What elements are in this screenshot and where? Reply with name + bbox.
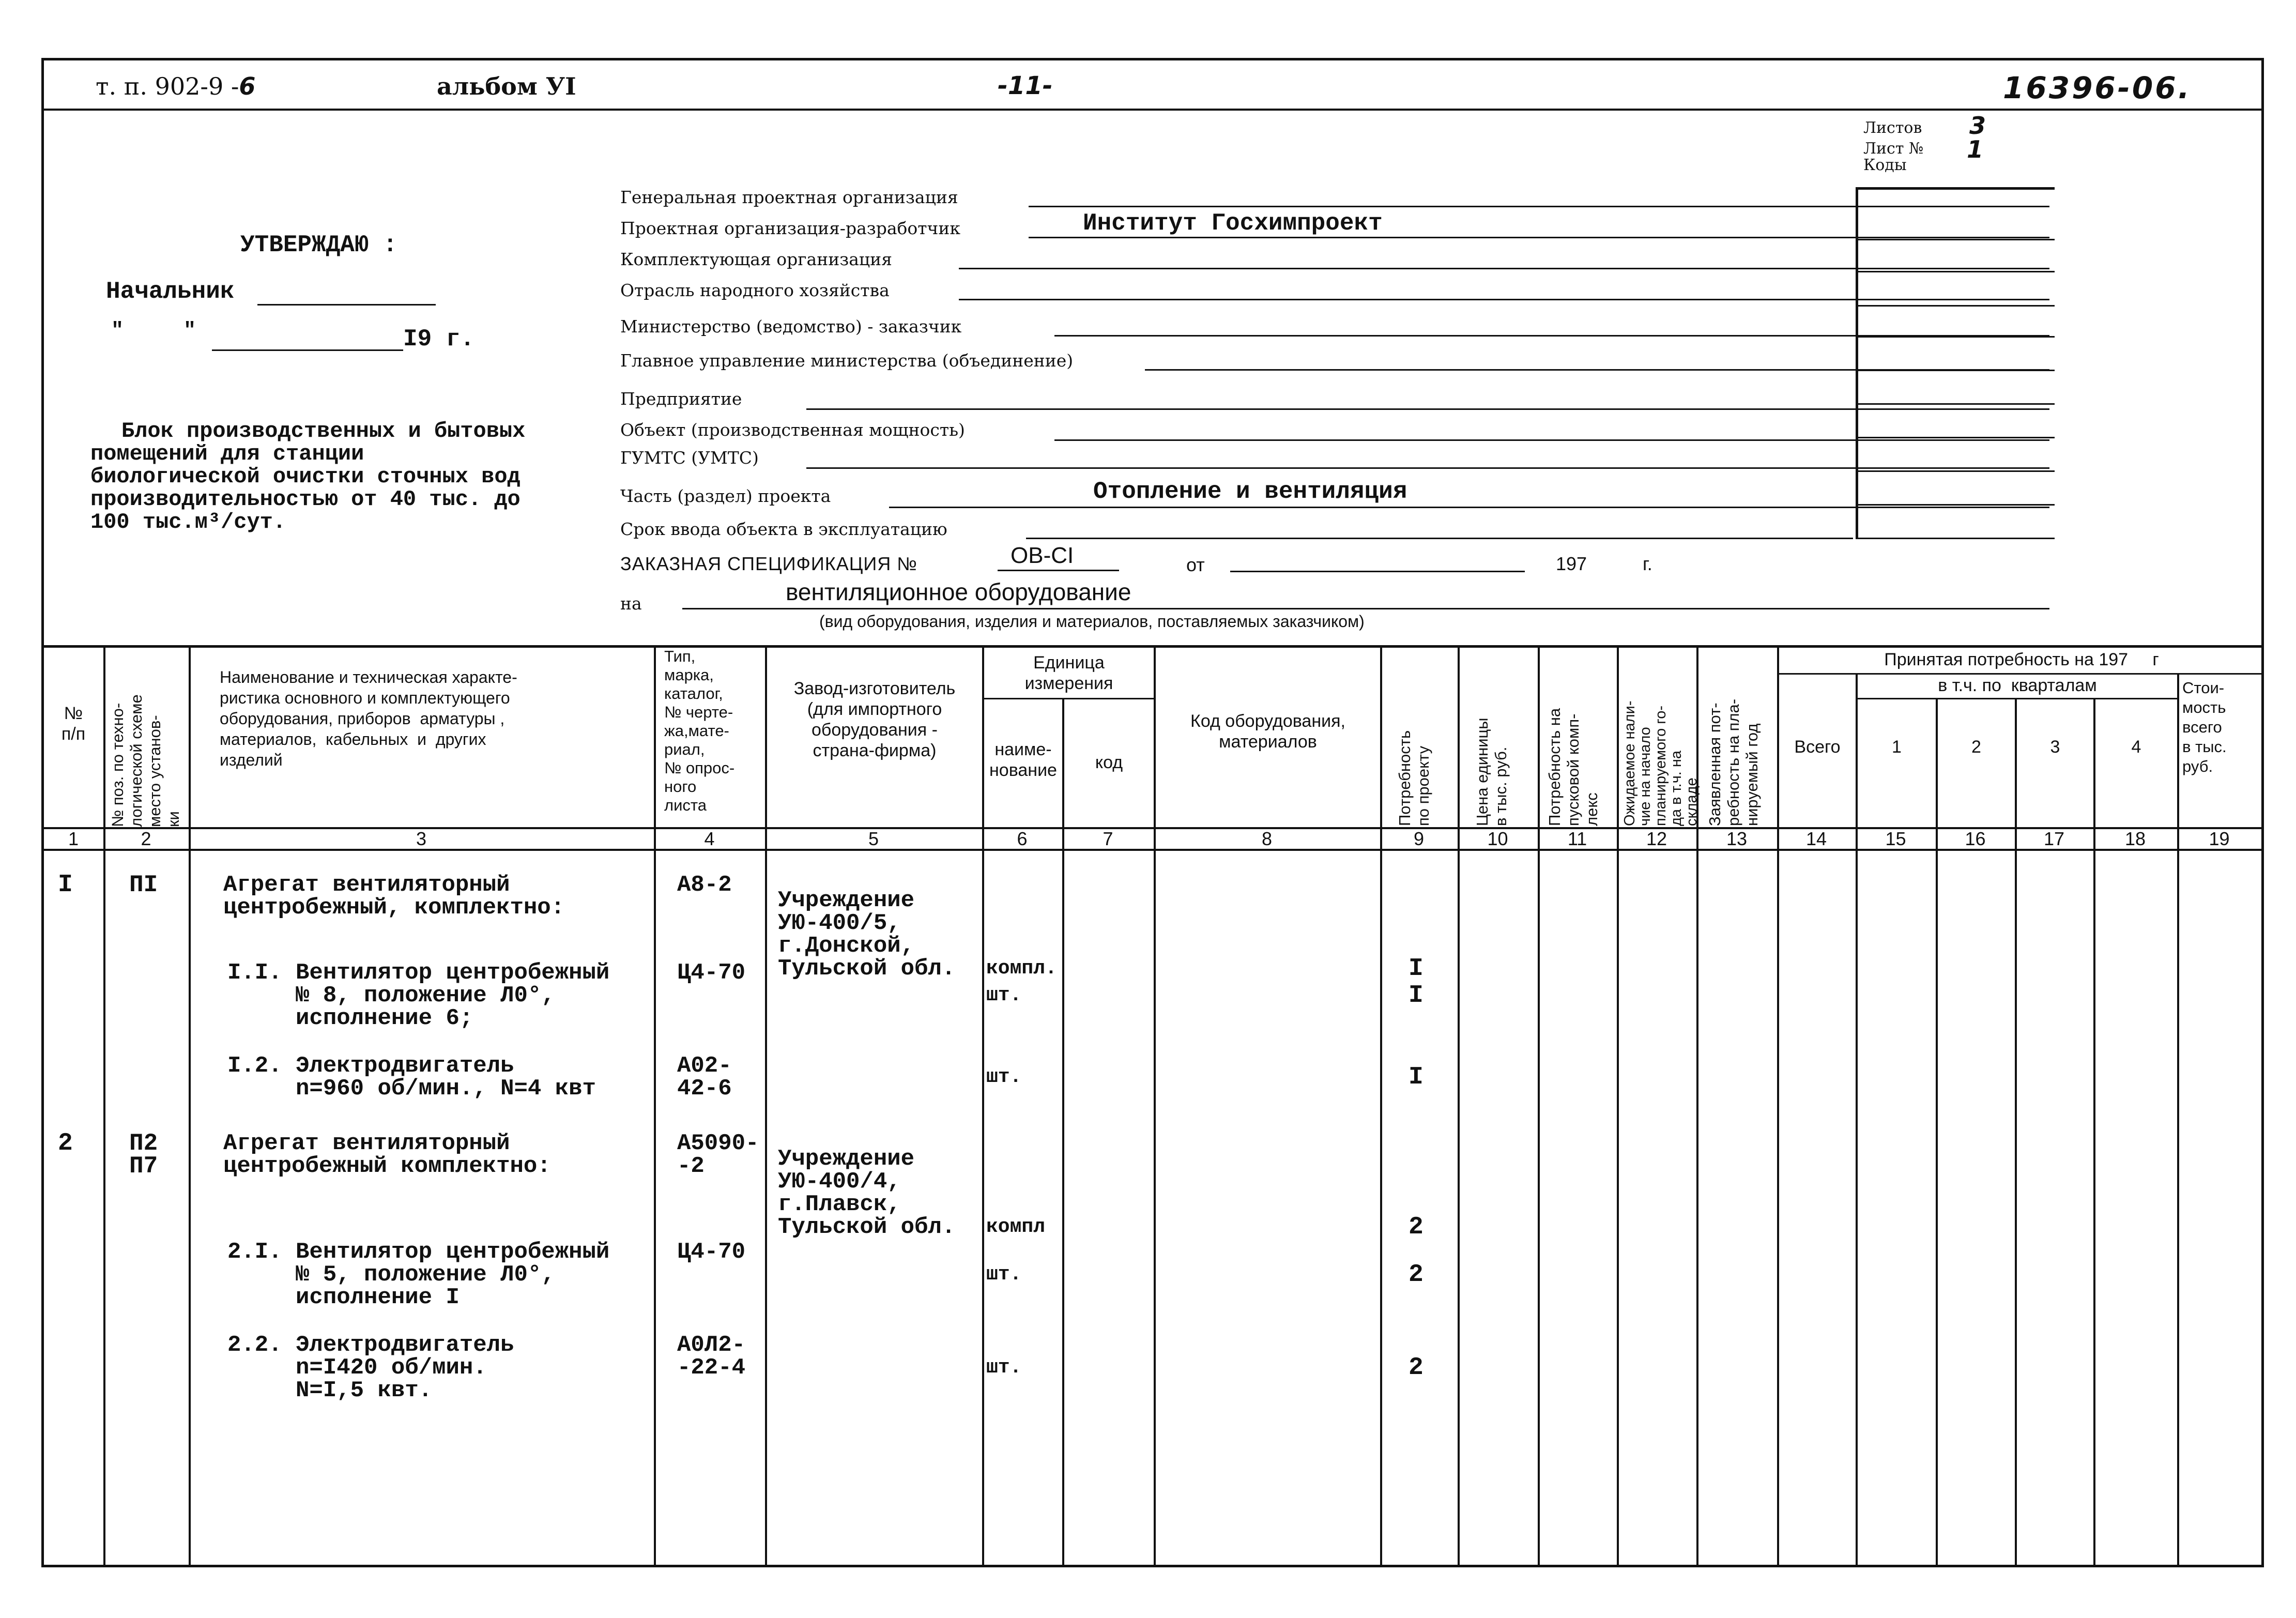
completing-org-label: Комплектующая организация xyxy=(620,249,892,269)
column-number-8: 8 xyxy=(1261,828,1273,849)
col-line-3 xyxy=(654,645,656,1565)
ministry-label: Министерство (ведомство) - заказчик xyxy=(620,316,962,337)
header-equipment-code: Код оборудования, материалов xyxy=(1190,711,1345,752)
enterprise-label: Предприятие xyxy=(620,389,742,409)
row-qty: 2 xyxy=(1409,1213,1423,1241)
frame-top-divider xyxy=(41,109,2264,111)
sheets-value: 3 xyxy=(1969,112,1986,140)
column-number-14: 14 xyxy=(1805,828,1827,849)
column-number-13: 13 xyxy=(1726,828,1748,849)
header-need-project: Потребность по проекту xyxy=(1396,730,1432,826)
header-quarters: в т.ч. по кварталам xyxy=(1938,676,2097,695)
column-number-5: 5 xyxy=(868,828,879,849)
sheet-value: 1 xyxy=(1967,135,1984,163)
col-line-2 xyxy=(189,645,191,1565)
header-cost: Стои- мость всего в тыс. руб. xyxy=(2182,679,2227,775)
header-q1: 1 xyxy=(1892,737,1902,757)
column-number-19: 19 xyxy=(2209,828,2230,849)
ministry-line xyxy=(1054,335,2049,337)
column-number-12: 12 xyxy=(1646,828,1667,849)
row-manufacturer: Учреждение УЮ-400/4, г.Плавск, Тульской обл. xyxy=(778,1146,956,1240)
series-label xyxy=(96,72,255,100)
object-line xyxy=(1054,439,2049,441)
header-unit: Единица измерения xyxy=(1024,653,1113,693)
approve-chief: Начальник xyxy=(106,278,235,305)
codes-label: Коды xyxy=(1863,156,1907,174)
page-number: -11- xyxy=(998,71,1053,100)
industry-line xyxy=(959,299,2049,300)
industry-label: Отрасль народного хозяйства xyxy=(620,280,890,300)
column-number-16: 16 xyxy=(1965,828,1986,849)
approve-date-line xyxy=(212,349,403,351)
series-text: т. п. 902-9 - xyxy=(96,72,239,100)
column-number-18: 18 xyxy=(2124,828,2146,849)
codes-row-7 xyxy=(1856,437,2055,438)
codes-box-top xyxy=(1856,187,2055,190)
header-unit-name: наиме- нование xyxy=(989,740,1057,780)
row-unit: шт. xyxy=(986,1356,1022,1379)
codes-row-3 xyxy=(1856,305,2055,307)
col-line-8 xyxy=(1380,645,1382,1565)
codes-row-8 xyxy=(1856,470,2055,472)
col-line-17 xyxy=(2093,698,2095,1565)
quarters-subheader-line xyxy=(1856,698,2179,699)
equipment-line xyxy=(682,608,2049,609)
row-qty: I xyxy=(1409,955,1423,983)
deadline-line xyxy=(1026,538,1853,539)
general-org-label: Генеральная проектная организация xyxy=(620,187,958,207)
object-description: Блок производственных и бытовых помещений для станции биологической очистки сточных вод производительностью от 40 тыс. до 100 тыс.м³/сут. xyxy=(90,419,526,535)
col-line-13 xyxy=(1777,645,1779,1565)
row-unit: компл xyxy=(986,1216,1046,1238)
enterprise-line xyxy=(806,408,2049,410)
equipment-note: (вид оборудования, изделия и материалов, поставляемых заказчиком) xyxy=(819,612,1365,631)
header-declared-need: Заявленная пот- ребность на пла- нируемый год xyxy=(1706,698,1761,826)
part-value: Отопление и вентиляция xyxy=(1093,478,1407,505)
row-manufacturer: Учреждение УЮ-400/5, г.Донской, Тульской обл. xyxy=(778,888,956,982)
accepted-subheader-line xyxy=(1777,673,2264,675)
design-org-label: Проектная организация-разработчик xyxy=(620,218,960,238)
document-number: 16396-06. xyxy=(2003,70,2192,105)
col-line-10 xyxy=(1538,645,1540,1565)
col-line-18 xyxy=(2177,673,2179,1565)
col-line-11 xyxy=(1617,645,1619,1565)
row-type: А5090- -2 xyxy=(677,1131,759,1179)
codes-row-1 xyxy=(1856,239,2055,240)
approve-chief-line xyxy=(257,304,436,306)
header-q3: 3 xyxy=(2050,737,2060,757)
codes-row-9 xyxy=(1856,504,2055,506)
frame-left xyxy=(41,58,44,1567)
row-position: ПI xyxy=(129,872,158,898)
row-number: 2 xyxy=(58,1129,73,1157)
column-number-9: 9 xyxy=(1413,828,1425,849)
gumts-label: ГУМТС (УМТС) xyxy=(620,448,759,468)
deadline-label: Срок ввода объекта в эксплуатацию xyxy=(620,519,947,539)
approve-quote-open: " xyxy=(111,319,124,343)
row-name: Агрегат вентиляторный центробежный, комплектно: xyxy=(223,872,565,921)
spec-label: ЗАКАЗНАЯ СПЕЦИФИКАЦИЯ № xyxy=(620,553,917,574)
row-unit: шт. xyxy=(986,984,1022,1006)
sheets-label: Листов xyxy=(1863,119,1922,137)
header-unit-code: код xyxy=(1095,753,1123,772)
col-line-9 xyxy=(1458,645,1460,1565)
column-number-6: 6 xyxy=(1017,828,1028,849)
row-type: Ц4-70 xyxy=(677,1239,746,1265)
row-name: I.I. Вентилятор центробежный № 8, положение Л0°, исполнение 6; xyxy=(227,960,610,1031)
part-line xyxy=(889,507,2049,508)
row-type: А02- 42-6 xyxy=(677,1053,732,1102)
row-number: I xyxy=(58,871,73,899)
spec-number-line xyxy=(998,570,1119,571)
frame-top xyxy=(41,58,2264,60)
column-number-2: 2 xyxy=(141,828,151,849)
codes-row-6 xyxy=(1856,403,2055,405)
row-name: 2.2. Электродвигатель n=I420 об/мин. N=I,5 квт. xyxy=(227,1332,514,1403)
row-type: А8-2 xyxy=(677,872,732,898)
col-line-16 xyxy=(2015,698,2017,1565)
col-line-1 xyxy=(103,645,105,1565)
part-label: Часть (раздел) проекта xyxy=(620,486,831,506)
spec-year-suffix: г. xyxy=(1643,553,1652,574)
header-startup-need: Потребность на пусковой комп- лекс xyxy=(1545,708,1601,826)
main-dept-label: Главное управление министерства (объединение) xyxy=(620,350,1074,371)
approve-year: I9 г. xyxy=(403,326,475,353)
main-dept-line xyxy=(1145,369,2049,371)
row-type: А0Л2- -22-4 xyxy=(677,1332,746,1381)
column-number-10: 10 xyxy=(1487,828,1508,849)
row-qty: I xyxy=(1409,982,1423,1010)
column-number-3: 3 xyxy=(416,828,427,849)
frame-bottom xyxy=(41,1565,2264,1567)
spec-from: от xyxy=(1186,554,1205,575)
row-qty: 2 xyxy=(1409,1354,1423,1382)
header-q4: 4 xyxy=(2131,737,2141,757)
spec-year: 197 xyxy=(1556,553,1587,574)
column-number-4: 4 xyxy=(704,828,715,849)
header-row-number: № п/п xyxy=(61,704,86,744)
row-unit: шт. xyxy=(986,1263,1022,1286)
header-type: Тип, марка, каталог, № черте- жа,мате- риал, № опрос- ного листа xyxy=(664,647,735,814)
row-unit: компл. xyxy=(986,957,1057,980)
spec-number: ОВ-СI xyxy=(1011,543,1074,568)
column-number-11: 11 xyxy=(1567,828,1587,849)
equipment-value: вентиляционное оборудование xyxy=(786,578,1131,605)
row-qty: I xyxy=(1409,1063,1423,1091)
approve-title: УТВЕРЖДАЮ : xyxy=(240,232,397,258)
album-label: альбом УI xyxy=(437,72,576,100)
col-line-6 xyxy=(1062,698,1064,1565)
gumts-line xyxy=(806,467,2049,469)
row-qty: 2 xyxy=(1409,1261,1423,1289)
column-number-17: 17 xyxy=(2043,828,2065,849)
header-manufacturer: Завод-изготовитель (для импортного оборудования - страна-фирма) xyxy=(793,679,956,760)
row-name: Агрегат вентиляторный центробежный комплектно: xyxy=(223,1131,551,1179)
header-name: Наименование и техническая характе- ристика основного и комплектующего оборудования, приборов арматуры , материалов, кабельных и других изделий xyxy=(220,668,517,769)
row-name: I.2. Электродвигатель n=960 об/мин., N=4 квт xyxy=(227,1053,596,1102)
approve-quote-close: " xyxy=(183,319,196,343)
table-top xyxy=(41,645,2264,648)
column-number-15: 15 xyxy=(1885,828,1906,849)
col-line-4 xyxy=(765,645,767,1565)
row-name: 2.I. Вентилятор центробежный № 5, положение Л0°, исполнение I xyxy=(227,1239,610,1310)
header-position: № поз. по техно- логической схеме место установ- ки xyxy=(109,694,182,827)
row-type: Ц4-70 xyxy=(677,960,746,986)
row-position: П2 П7 xyxy=(129,1130,158,1180)
frame-right xyxy=(2261,58,2264,1567)
spec-date-line xyxy=(1230,571,1525,572)
series-handwritten: 6 xyxy=(239,72,256,100)
design-org-value: Институт Госхимпроект xyxy=(1083,210,1383,237)
unit-subheader-line xyxy=(982,698,1155,699)
header-expected-stock: Ожидаемое нали- чие на начало планируемого го- да в т.ч. на складе xyxy=(1621,700,1700,826)
header-unit-price: Цена единицы в тыс. руб. xyxy=(1473,718,1510,826)
column-number-1: 1 xyxy=(68,828,79,849)
header-q2: 2 xyxy=(1971,737,1981,757)
general-org-line xyxy=(1029,206,2049,207)
codes-row-10 xyxy=(1856,538,2055,539)
on-label: на xyxy=(620,593,642,614)
design-org-line xyxy=(1029,237,2049,238)
col-line-14 xyxy=(1856,673,1858,1565)
codes-row-2 xyxy=(1856,271,2055,272)
column-number-7: 7 xyxy=(1103,828,1113,849)
row-unit: шт. xyxy=(986,1066,1022,1088)
object-label: Объект (производственная мощность) xyxy=(620,420,965,440)
col-line-7 xyxy=(1154,645,1156,1565)
header-accepted-need: Принятая потребность на 197 г xyxy=(1884,650,2159,669)
col-line-5 xyxy=(982,645,984,1565)
completing-org-line xyxy=(959,268,2049,269)
col-line-15 xyxy=(1936,698,1938,1565)
sheet-label: Лист № xyxy=(1863,140,1924,158)
header-total: Всего xyxy=(1794,737,1841,757)
